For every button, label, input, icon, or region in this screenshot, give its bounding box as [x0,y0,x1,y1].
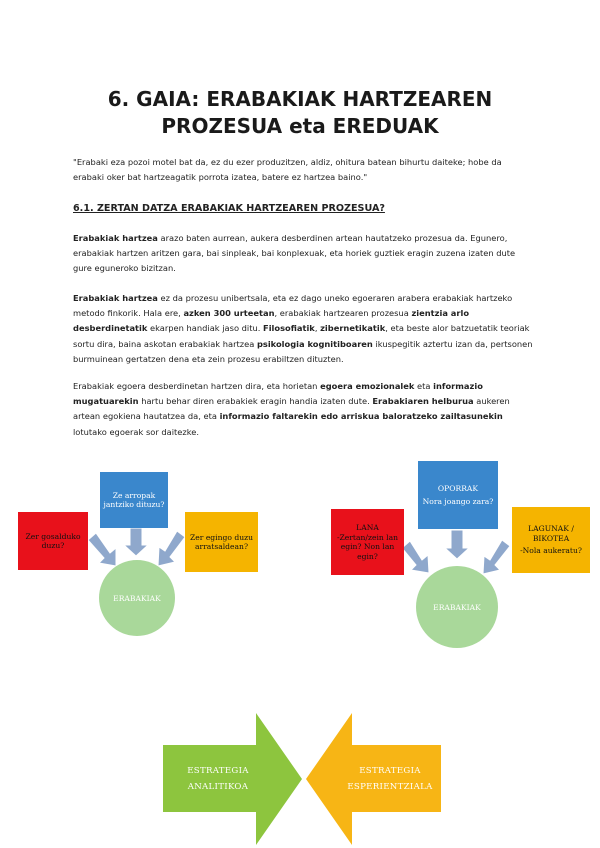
text-run: , [314,323,321,334]
bold-term: Filosofiatik [263,323,315,334]
box-holidays-text: Nora joango zara? [422,497,494,506]
connector-arrow-down [124,528,148,556]
box-friends-title: LAGUNAK / BIKOTEA [528,524,574,543]
text-run: eta [414,381,434,391]
circle-decisions-right: ERABAKIAK [416,566,498,648]
box-work-title: LANA [356,523,379,532]
box-friends-text: -Nola aukeratu? [520,546,582,556]
box-breakfast-question: Zer gosalduko duzu? [18,512,88,570]
bold-term: zientzia arlo desberdinetatik [73,308,470,334]
bold-term: Erabakiak hartzea [73,293,158,303]
intro-quote: "Erabaki eza pozoi motel bat da, ez du ezer produzitzen, aldiz, ohitura batean bihurtu daiteke; hobe da erabaki oker bat hartzeagatik porrota izatea, batere ez hartzea baino." [73,157,502,182]
box-holidays [418,461,498,529]
text-run: arazo baten aurrean, aukera desberdinen artean hautatzeko prozesua da. Egunero, erabakiak hartzen aritzen gara, bai sinpleak, bai konplexuak, eta horiek guztiek eragin zuzena izaten dute gure eguneroko bizitzan. [73,233,516,274]
connector-arrow-diag [158,531,185,566]
bold-term: informazio mugatuarekin [73,381,483,407]
connector-arrow-diag [402,541,429,573]
box-work [331,509,404,575]
arrow-right-line2: ESPERIENTZIALA [347,782,433,792]
text-run: hartu behar diren erabakiek eragin handia izaten dute. [138,396,373,407]
text-run: aukeren artean egokiena hautatzea da, eta [73,396,510,422]
bold-term: Erabakiak hartzea [73,233,158,243]
arrow-analitikoa-label [168,763,268,795]
section-heading: 6.1. ZERTAN DATZA ERABAKIAK HARTZEAREN PROZESUA? [73,203,385,214]
connector-arrow-diag [88,533,116,566]
title-line-1: 6. GAIA: ERABAKIAK HARTZEAREN [107,87,493,111]
bold-term: psikologia kognitiboaren [256,338,373,349]
text-run: , erabakiak hartzearen prozesua [274,308,412,319]
bold-term: informazio faltarekin edo arriskua baloratzeko zailtasunekin [219,411,503,422]
connector-arrow-diag [483,540,510,574]
text-run: lotutako egoerak sor daitezke. [73,426,200,437]
text-run: , eta beste alor batzuetatik teoriak sortu dira, baina askotan erabakiak hartzea [73,323,530,349]
bold-term: azken 300 urteetan [183,308,275,319]
arrow-right-line1: ESTRATEGIA [359,766,421,776]
text-run: Erabakiak egoera desberdinetan hartzen dira, eta horietan [73,381,321,391]
box-afternoon-question: Zer egingo duzu arratsaldean? [185,512,258,572]
text-run: ez da prozesu unibertsala, eta ez dago uneko egoeraren arabera erabakiak hartzeko metodo finkorik. Hala ere, [73,293,513,319]
box-holidays-title: OPORRAK [437,483,479,493]
title-line-2: PROZESUA eta EREDUAK [161,114,439,138]
bold-term: zibernetikatik [320,323,386,334]
text-run: ekarpen handiak jaso ditu. [147,323,264,334]
box-work-text: -Zertan/zein lan egin? Non lan egin? [336,532,399,561]
box-clothes-question: Ze arropak jantziko dituzu? [100,472,168,528]
arrow-esperientziala-label [330,763,450,795]
arrow-left-line2: ANALITIKOA [187,782,249,792]
circle-decisions-left: ERABAKIAK [99,560,175,636]
bold-term: egoera emozionalek [320,381,415,391]
bold-term: Erabakiaren helburua [372,396,474,407]
box-friends-partner [512,507,590,573]
arrow-left-line1: ESTRATEGIA [187,766,249,776]
text-run: ikuspegitik aztertu izan da, pertsonen burmuinean gertatzen dena eta zein prozesu erabiltzen dituzten. [73,338,533,364]
connector-arrow-down [445,530,469,559]
